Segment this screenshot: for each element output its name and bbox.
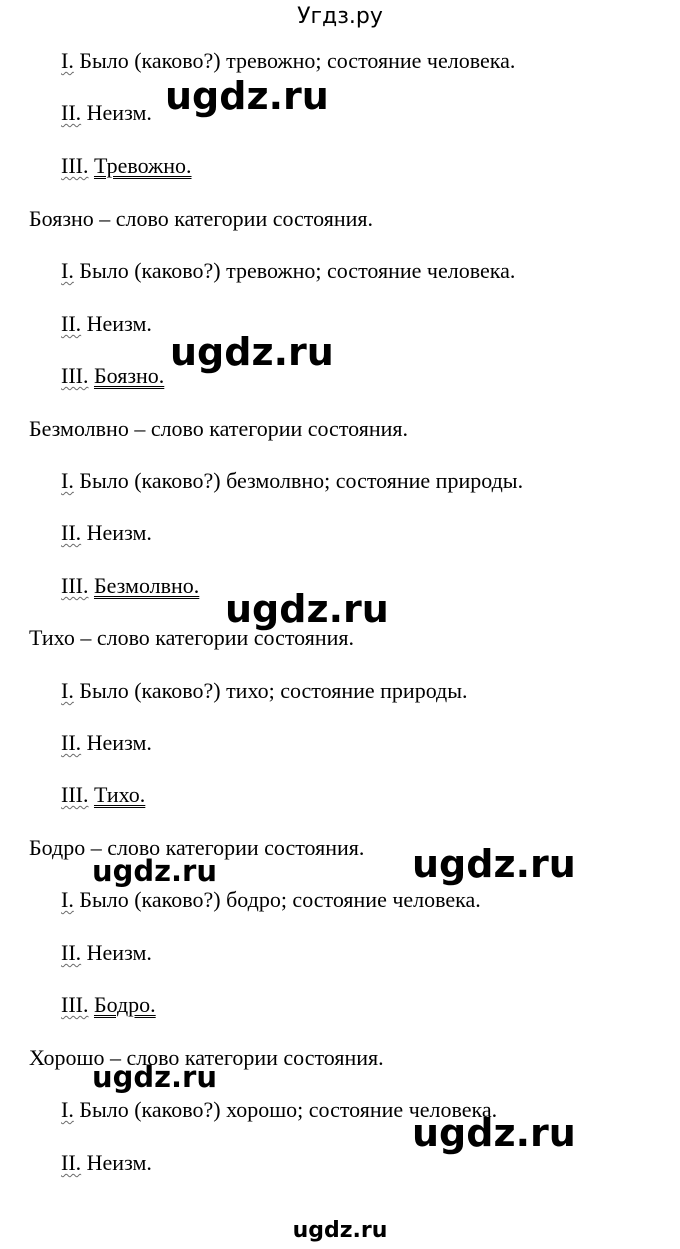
footer-watermark: ugdz.ru — [292, 1218, 388, 1243]
roman-numeral: II. — [61, 730, 82, 755]
line-b2-3 — [61, 573, 199, 599]
line-text: Неизм. — [81, 940, 152, 965]
answer-word: Тревожно. — [93, 153, 192, 178]
roman-numeral: II. — [61, 940, 82, 965]
roman-numeral: I. — [61, 887, 74, 912]
line-b0-3 — [61, 153, 192, 179]
watermark: ugdz.ru — [170, 330, 334, 374]
line-b4-3 — [61, 992, 156, 1018]
roman-numeral: III. — [61, 153, 89, 178]
site-header: Угдз.ру — [297, 4, 383, 29]
watermark: ugdz.ru — [165, 74, 329, 118]
line-text: Было (каково?) бодро; состояние человека. — [73, 887, 481, 912]
line-b3-3 — [61, 782, 145, 808]
roman-numeral: III. — [61, 573, 89, 598]
watermark: ugdz.ru — [92, 1060, 218, 1094]
line-text: Было (каково?) безмолвно; состояние природы. — [73, 468, 524, 493]
block-title: Боязно – слово категории состояния. — [29, 206, 373, 231]
roman-numeral: I. — [61, 468, 74, 493]
line-b3-1 — [61, 678, 468, 704]
line-text: Было (каково?) тревожно; состояние человека. — [73, 48, 516, 73]
line-text: Неизм. — [81, 100, 152, 125]
block-title: Тихо – слово категории состояния. — [29, 625, 355, 650]
watermark: ugdz.ru — [412, 1111, 576, 1155]
line-text: Было (каково?) хорошо; состояние человека. — [73, 1097, 498, 1122]
line-b1-3 — [61, 363, 164, 389]
line-b3-2 — [61, 730, 152, 756]
watermark: ugdz.ru — [225, 587, 389, 631]
line-b5-2 — [61, 1150, 152, 1176]
answer-word: Тихо. — [93, 782, 146, 807]
roman-numeral: II. — [61, 100, 82, 125]
answer-word: Безмолвно. — [93, 573, 200, 598]
line-text: Было (каково?) тихо; состояние природы. — [73, 678, 468, 703]
block-title: Безмолвно – слово категории состояния. — [29, 416, 409, 441]
watermark: ugdz.ru — [92, 854, 218, 888]
line-text: Неизм. — [81, 520, 152, 545]
line-text: Неизм. — [81, 1150, 152, 1175]
block-title: Хорошо – слово категории состояния. — [29, 1045, 384, 1070]
line-text: Было (каково?) тревожно; состояние человека. — [73, 258, 516, 283]
roman-numeral: I. — [61, 48, 74, 73]
roman-numeral: I. — [61, 1097, 74, 1122]
line-b4-1 — [61, 887, 481, 913]
line-b2-1 — [61, 468, 523, 494]
line-text: Неизм. — [81, 311, 152, 336]
line-text: Неизм. — [81, 730, 152, 755]
roman-numeral: III. — [61, 992, 89, 1017]
answer-word: Боязно. — [93, 363, 165, 388]
roman-numeral: II. — [61, 520, 82, 545]
roman-numeral: III. — [61, 363, 89, 388]
block-title: Бодро – слово категории состояния. — [29, 835, 365, 860]
answer-word: Бодро. — [93, 992, 156, 1017]
roman-numeral: I. — [61, 258, 74, 283]
roman-numeral: II. — [61, 311, 82, 336]
roman-numeral: II. — [61, 1150, 82, 1175]
roman-numeral: I. — [61, 678, 74, 703]
roman-numeral: III. — [61, 782, 89, 807]
line-b1-1 — [61, 258, 515, 284]
line-b4-2 — [61, 940, 152, 966]
line-b0-2 — [61, 100, 152, 126]
watermark: ugdz.ru — [412, 842, 576, 886]
line-b0-1 — [61, 48, 515, 74]
line-b2-2 — [61, 520, 152, 546]
line-b1-2 — [61, 311, 152, 337]
